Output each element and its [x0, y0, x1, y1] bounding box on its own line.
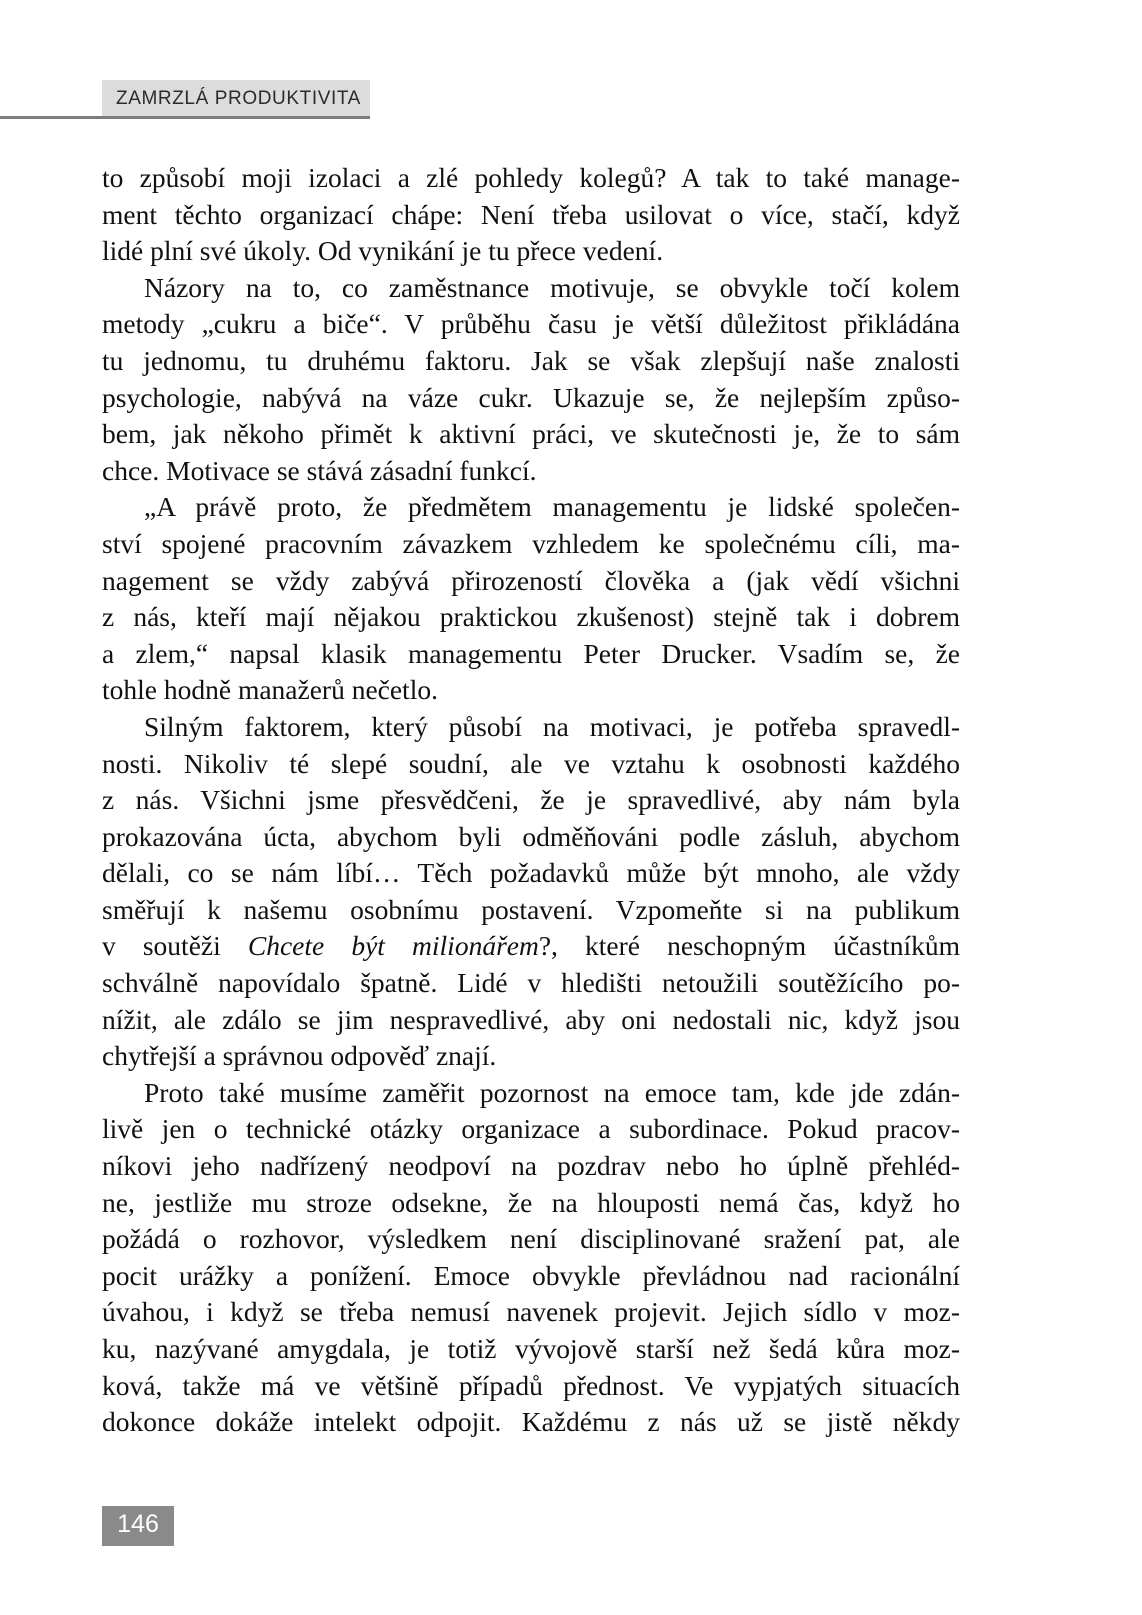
text-line: požádá o rozhovor, výsledkem není disciplinované sražení pat, ale	[102, 1223, 960, 1255]
text-line: ne, jestliže mu stroze odsekne, že na hlouposti nemá čas, když ho	[102, 1186, 960, 1218]
text-line: livě jen o technické otázky organizace a subordinace. Pokud pracov-	[102, 1113, 960, 1145]
text-line: úvahou, i když se třeba nemusí navenek projevit. Jejich sídlo v moz-	[102, 1296, 960, 1328]
body-text	[102, 160, 960, 1441]
running-head-rule	[0, 116, 370, 119]
running-title: ZAMRZLÁ PRODUKTIVITA	[116, 88, 361, 109]
text-line: dokonce dokáže intelekt odpojit. Každému z nás už se jistě někdy	[102, 1406, 960, 1438]
text-line: z nás, kteří mají nějakou praktickou zkušenost) stejně tak i dobrem	[102, 601, 960, 633]
text-line: a zlem,“ napsal klasik managementu Peter Drucker. Vsadím se, že	[102, 637, 960, 669]
text-line: ství spojené pracovním závazkem vzhledem ke společnému cíli, ma-	[102, 527, 960, 559]
text-line: psychologie, nabývá na váze cukr. Ukazuje se, že nejlepším způso-	[102, 381, 960, 413]
text-line: to způsobí moji izolaci a zlé pohledy kolegů? A tak to také manage-	[102, 162, 960, 193]
text-line: nosti. Nikoliv té slepé soudní, ale ve vztahu k osobnosti každého	[102, 747, 960, 779]
text-fragment: ?, které neschopným účastníkům	[538, 930, 960, 962]
text-line: „A právě proto, že předmětem managementu je lidské společen-	[144, 491, 960, 523]
text-line: ková, takže má ve většině případů přednost. Ve vypjatých situacích	[102, 1369, 960, 1401]
text-line: ment těchto organizací chápe: Není třeba usilovat o více, stačí, když	[102, 198, 960, 230]
text-line: níkovi jeho nadřízený neodpoví na pozdrav nebo ho úplně přehléd-	[102, 1150, 960, 1182]
text-line: chce. Motivace se stává zásadní funkcí.	[102, 454, 537, 486]
text-line: z nás. Všichni jsme přesvědčeni, že je spravedlivé, aby nám byla	[102, 784, 960, 816]
text-line: bem, jak někoho přimět k aktivní práci, ve skutečnosti je, že to sám	[102, 418, 960, 450]
text-line: dělali, co se nám líbí… Těch požadavků může být mnoho, ale vždy	[102, 857, 960, 889]
show-title: Chcete být milionářem	[247, 930, 539, 962]
text-line: Proto také musíme zaměřit pozornost na emoce tam, kde jde zdán-	[144, 1076, 960, 1108]
page-number-box	[102, 1506, 174, 1546]
text-line: Silným faktorem, který působí na motivaci, je potřeba spravedl-	[144, 710, 960, 742]
text-line: schválně napovídalo špatně. Lidé v hledišti netoužili soutěžícího po-	[102, 967, 960, 999]
text-line: lidé plní své úkoly. Od vynikání je tu přece vedení.	[102, 235, 664, 267]
text-line: pocit urážky a ponížení. Emoce obvykle převládnou nad racionální	[102, 1259, 960, 1291]
text-line: chytřejší a správnou odpověď znají.	[102, 1040, 497, 1072]
text-line: tu jednomu, tu druhému faktoru. Jak se však zlepšují naše znalosti	[102, 344, 960, 376]
text-fragment: v soutěži	[102, 930, 221, 962]
page-number: 146	[117, 1510, 159, 1538]
text-line: tohle hodně manažerů nečetlo.	[102, 674, 438, 706]
text-line: nížit, ale zdálo se jim nespravedlivé, aby oni nedostali nic, když jsou	[102, 1003, 960, 1035]
text-line: prokazována úcta, abychom byli odměňováni podle zásluh, abychom	[102, 820, 960, 852]
text-line: nagement se vždy zabývá přirozeností člověka a (jak vědí všichni	[102, 564, 960, 596]
text-line: směřují k našemu osobnímu postavení. Vzpomeňte si na publikum	[102, 893, 960, 925]
text-line: metody „cukru a biče“. V průběhu času je větší důležitost přikládána	[102, 308, 960, 340]
running-head	[0, 80, 370, 120]
text-line: ku, nazývané amygdala, je totiž vývojově starší než šedá kůra moz-	[102, 1333, 960, 1364]
text-line: Názory na to, co zaměstnance motivuje, se obvykle točí kolem	[144, 271, 960, 303]
text-line-with-italic	[102, 928, 960, 965]
